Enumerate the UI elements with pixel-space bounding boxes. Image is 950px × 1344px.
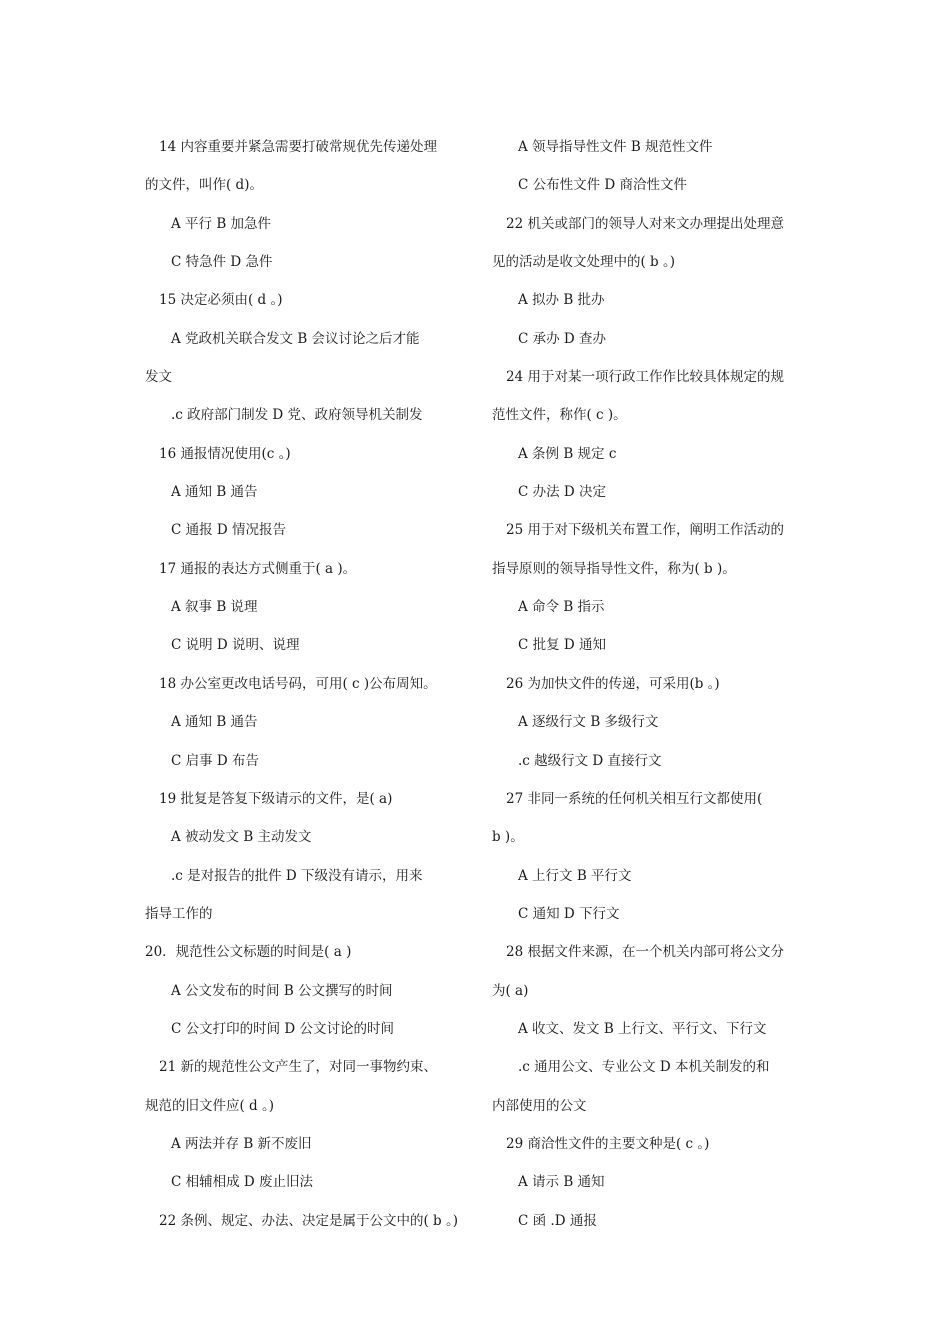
text-line: 14 内容重要并紧急需要打破常规优先传递处理 <box>159 139 437 155</box>
text-line: A 公文发布的时间 B 公文撰写的时间 <box>171 982 393 999</box>
right-column <box>492 128 822 1240</box>
text-line: 15 决定必须由( d 。) <box>159 292 283 309</box>
text-line: C 通知 D 下行文 <box>518 905 620 922</box>
text-line: 见的活动是收文处理中的( b 。) <box>492 254 676 271</box>
text-line: A 领导指导性文件 B 规范性文件 <box>518 139 713 155</box>
text-line: C 特急件 D 急件 <box>171 254 273 271</box>
text-line: 规范的旧文件应( d 。) <box>145 1097 275 1114</box>
text-line: C 说明 D 说明、说理 <box>171 637 300 654</box>
text-line: .c 政府部门制发 D 党、政府领导机关制发 <box>171 407 423 424</box>
text-line: C 公文打印的时间 D 公文讨论的时间 <box>171 1020 395 1037</box>
text-line: 指导工作的 <box>145 905 213 922</box>
text-line: A 叙事 B 说理 <box>171 599 258 616</box>
text-line: 范性文件，称作( c )。 <box>492 407 627 424</box>
text-line: 指导原则的领导指导性文件，称为( b )。 <box>492 560 736 577</box>
text-line: 发文 <box>145 369 172 386</box>
text-line: A 命令 B 指示 <box>518 599 605 616</box>
text-line: 28 根据文件来源，在一个机关内部可将公文分 <box>506 944 784 961</box>
text-line: C 承办 D 查办 <box>518 330 607 347</box>
text-line: A 两法并存 B 新不废旧 <box>171 1135 312 1152</box>
text-line: C 公布性文件 D 商洽性文件 <box>518 177 688 194</box>
text-line: C 批复 D 通知 <box>518 637 607 654</box>
text-line: A 被动发文 B 主动发文 <box>171 829 312 846</box>
text-line: 22 条例、规定、办法、决定是属于公文中的( b 。) <box>159 1212 458 1229</box>
text-line: A 请示 B 通知 <box>518 1174 605 1191</box>
text-line: 20．规范性公文标题的时间是( a ) <box>145 944 352 961</box>
text-line: .c 是对报告的批件 D 下级没有请示，用来 <box>171 867 423 884</box>
text-line: 为( a) <box>492 982 529 999</box>
text-line: C 函 .D 通报 <box>518 1212 597 1229</box>
text-line: C 办法 D 决定 <box>518 484 607 501</box>
text-line: C 启事 D 布告 <box>171 752 260 769</box>
text-line: C 通报 D 情况报告 <box>171 522 287 539</box>
text-line: 内部使用的公文 <box>492 1097 587 1114</box>
text-line: C 相辅相成 D 废止旧法 <box>171 1174 314 1191</box>
text-line: A 通知 B 通告 <box>171 714 258 731</box>
text-line: A 拟办 B 批办 <box>518 292 605 309</box>
text-line: A 平行 B 加急件 <box>171 215 272 232</box>
left-column <box>145 128 475 1240</box>
text-line: 25 用于对下级机关布置工作，阐明工作活动的 <box>506 522 784 539</box>
text-line: b )。 <box>492 829 524 846</box>
text-line: 29 商洽性文件的主要文种是( c 。) <box>506 1135 710 1152</box>
text-line: 16 通报情况使用(c 。) <box>159 445 291 462</box>
text-line: A 逐级行文 B 多级行文 <box>518 714 659 731</box>
text-line: 21 新的规范性公文产生了，对同一事物约束、 <box>159 1059 437 1076</box>
text-line: 19 批复是答复下级请示的文件，是( a) <box>159 790 393 807</box>
text-line: 22 机关或部门的领导人对来文办理提出处理意 <box>506 215 784 232</box>
text-line: 27 非同一系统的任何机关相互行文都使用( <box>506 790 763 807</box>
text-line: 24 用于对某一项行政工作作比较具体规定的规 <box>506 369 784 386</box>
text-line: .c 通用公文、专业公文 D 本机关制发的和 <box>518 1059 770 1076</box>
text-line: A 党政机关联合发文 B 会议讨论之后才能 <box>171 330 420 347</box>
text-line: .c 越级行文 D 直接行文 <box>518 752 662 769</box>
text-line: A 条例 B 规定 c <box>518 445 617 462</box>
text-line: 17 通报的表达方式侧重于( a )。 <box>159 560 357 577</box>
text-line: A 上行文 B 平行文 <box>518 867 632 884</box>
text-line: 26 为加快文件的传递，可采用(b 。) <box>506 675 720 692</box>
text-line: A 收文、发文 B 上行文、平行文、下行文 <box>518 1020 767 1037</box>
text-line: A 通知 B 通告 <box>171 484 258 501</box>
text-line: 18 办公室更改电话号码，可用( c )公布周知。 <box>159 675 437 692</box>
text-line: 的文件，叫作( d)。 <box>145 177 263 194</box>
